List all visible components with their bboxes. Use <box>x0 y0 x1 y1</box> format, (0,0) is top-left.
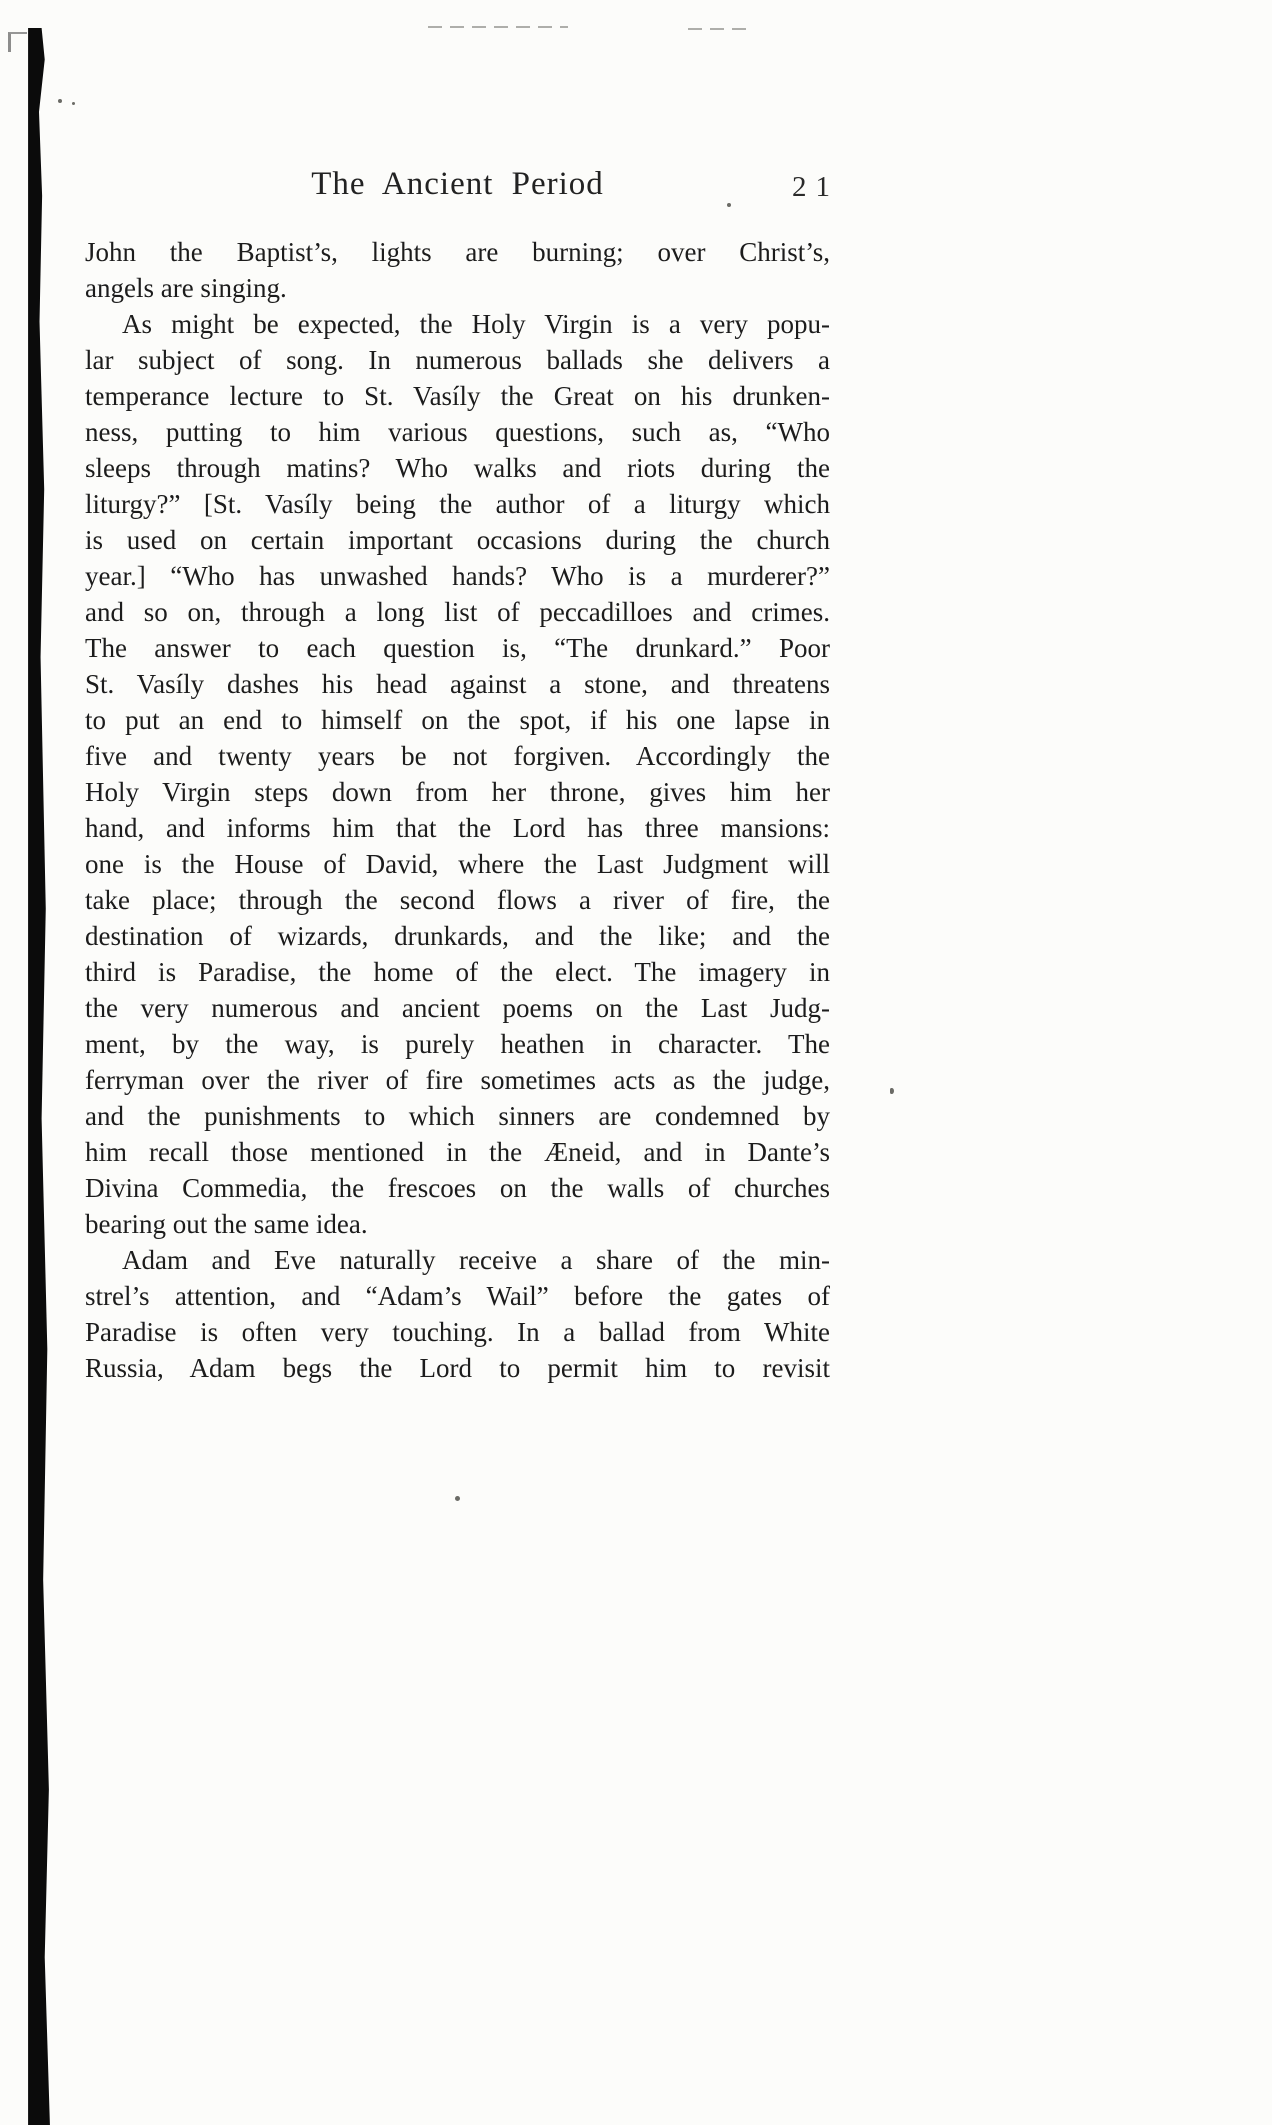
text-line: John the Baptist’s, lights are burning; over Christ’s, <box>85 237 830 267</box>
text-line: Divina Commedia, the frescoes on the walls of churches <box>85 1173 830 1203</box>
text-line: and so on, through a long list of peccadilloes and crimes. <box>85 597 830 627</box>
page-body <box>85 234 830 1386</box>
text-line: bearing out the same idea. <box>85 1209 368 1239</box>
text-line: Adam and Eve naturally receive a share of the min- <box>122 1245 830 1275</box>
scan-artifact-dash-center <box>428 26 568 28</box>
text-line: year.] “Who has unwashed hands? Who is a murderer?” <box>85 561 830 591</box>
text-line: him recall those mentioned in the Æneid, and in Dante’s <box>85 1137 830 1167</box>
text-line: Paradise is often very touching. In a ballad from White <box>85 1317 830 1347</box>
text-line: the very numerous and ancient poems on the Last Judg- <box>85 993 830 1023</box>
paragraph <box>85 1242 830 1386</box>
text-line: temperance lecture to St. Vasíly the Great on his drunken- <box>85 381 830 411</box>
page-title: The Ancient Period <box>311 166 604 202</box>
text-line: five and twenty years be not forgiven. Accordingly the <box>85 741 830 771</box>
page-header <box>85 166 839 234</box>
text-line: is used on certain important occasions during the church <box>85 525 830 555</box>
text-line: destination of wizards, drunkards, and the like; and the <box>85 921 830 951</box>
scan-speck <box>58 99 62 103</box>
scan-speck <box>72 102 75 105</box>
text-line: strel’s attention, and “Adam’s Wail” before the gates of <box>85 1281 830 1311</box>
text-line: lar subject of song. In numerous ballads she delivers a <box>85 345 830 375</box>
text-line: to put an end to himself on the spot, if his one lapse in <box>85 705 830 735</box>
scan-artifact-dash-right <box>688 28 750 30</box>
text-line: As might be expected, the Holy Virgin is a very popu- <box>122 309 830 339</box>
text-line: take place; through the second flows a river of fire, the <box>85 885 830 915</box>
book-binding-edge <box>26 28 52 2125</box>
text-line: ment, by the way, is purely heathen in character. The <box>85 1029 830 1059</box>
text-line: St. Vasíly dashes his head against a stone, and threatens <box>85 669 830 699</box>
text-line: Russia, Adam begs the Lord to permit him to revisit <box>85 1353 830 1383</box>
scan-speck <box>890 1088 894 1094</box>
text-line: and the punishments to which sinners are condemned by <box>85 1101 830 1131</box>
text-line: one is the House of David, where the Last Judgment will <box>85 849 830 879</box>
paragraph <box>85 306 830 1242</box>
text-line: hand, and informs him that the Lord has three mansions: <box>85 813 830 843</box>
binding-top-mark <box>8 32 27 52</box>
text-line: sleeps through matins? Who walks and riots during the <box>85 453 830 483</box>
scan-speck <box>455 1496 460 1501</box>
text-line: ness, putting to him various questions, such as, “Who <box>85 417 830 447</box>
page-number: 21 <box>792 171 839 203</box>
page-content <box>85 166 839 1386</box>
text-line: angels are singing. <box>85 273 287 303</box>
paragraph <box>85 234 830 306</box>
text-line: liturgy?” [St. Vasíly being the author of a liturgy which <box>85 489 830 519</box>
text-line: The answer to each question is, “The drunkard.” Poor <box>85 633 830 663</box>
text-line: Holy Virgin steps down from her throne, gives him her <box>85 777 830 807</box>
text-line: third is Paradise, the home of the elect. The imagery in <box>85 957 830 987</box>
text-line: ferryman over the river of fire sometimes acts as the judge, <box>85 1065 830 1095</box>
